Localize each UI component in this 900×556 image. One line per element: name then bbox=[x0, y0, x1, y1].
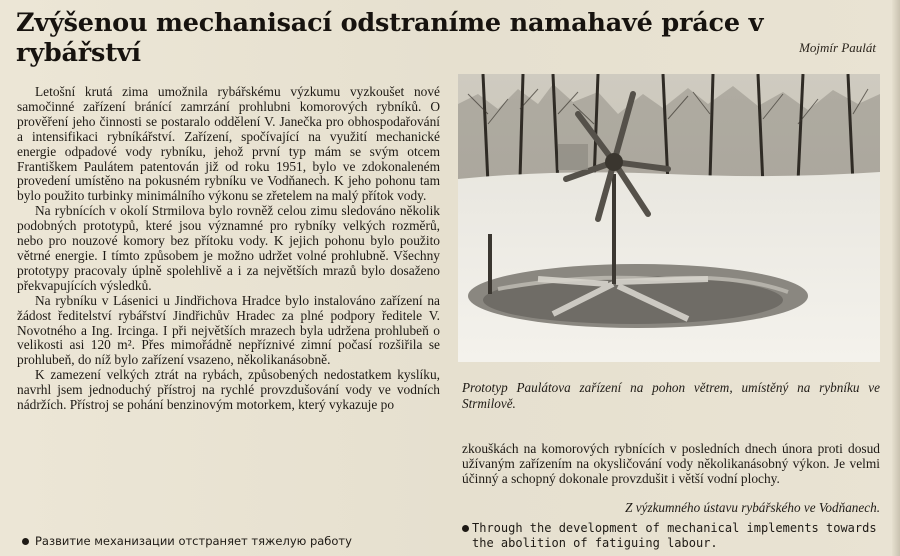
page-edge bbox=[892, 0, 900, 556]
windmill-photo bbox=[458, 74, 880, 362]
paragraph-1: Letošní krutá zima umožnila rybářskému výzkumu vyzkoušet nové samočinné zařízení bránící zamrzání prohlubni komorových rybníků. O prověření jeho činnosti se postaralo oddělení V. Janečka pro obhospodařování a intensifikaci rybníkářství. Zařízení, spočívající na využití mechanické energie odpadové vody rybníku, jehož první typ mám se svým otcem Františkem Paulátem patentován již od roku 1951, bylo ve zdokonaleném provedení umístěno na pokusném rybníku ve Vodňanech. K jeho pohonu tam bylo použito turbinky minimálního výkonu se zřetelem na malý přítok vody. bbox=[17, 84, 440, 204]
summary-russian bbox=[22, 534, 352, 548]
windmill-photo-illustration bbox=[458, 74, 880, 362]
article-author: Mojmír Paulát bbox=[799, 40, 876, 55]
summary-russian-text: Развитие механизации отстраняет тяжелую работу bbox=[35, 534, 352, 548]
paragraph-continuation: zkouškách na komorových rybnících v posledních dnech února proti dosud užívaným zařízením na okysličování vody několikanásobný výkon. Je velmi účinný a schopný dokonale provzdušit i větší vodní plochy. bbox=[462, 441, 880, 487]
paragraph-4: K zamezení velkých ztrát na rybách, způsobených nedostatkem kyslíku, navrhl jsem jednoduchý přístroj na rychlé provzdušování vody ve vodních nádržích. Přístroj se pohání benzinovým motorkem, který vykazuje po bbox=[17, 367, 440, 413]
paragraph-2: Na rybnících v okolí Strmilova bylo rovněž celou zimu sledováno několik podobných prototypů, které jsou významné pro rybníky velkých rozměrů, nebo pro nouzové komory bez přítoku vody. K jejich pohonu bylo použito větrné energie. I tímto způsobem je možno udržet volné prohlubně. Všechny prototypy pracovaly úplně spolehlivě a i za největších mrazů bylo dosaženo překvapujících výsledků. bbox=[17, 203, 440, 293]
summary-english bbox=[472, 521, 892, 551]
bullet-icon bbox=[22, 538, 29, 545]
bullet-icon bbox=[462, 525, 469, 532]
article-left-column bbox=[17, 85, 440, 413]
article-title: Zvýšenou mechanisací odstraníme namahavé práce v rybářství bbox=[16, 8, 764, 68]
summary-english-text: Through the development of mechanical implements towards the abolition of fatiguing labour. bbox=[472, 521, 877, 550]
institute-signature: Z výzkumného ústavu rybářského ve Vodňanech. bbox=[625, 500, 880, 515]
photo-caption: Prototyp Paulátova zařízení na pohon větrem, umístěný na rybníku ve Strmilově. bbox=[462, 380, 880, 411]
article-right-column bbox=[462, 441, 880, 487]
paragraph-3: Na rybníku v Lásenici u Jindřichova Hradce bylo instalováno zařízení na žádost ředitelství rybářství Jindřichův Hradec za plné podpory ředitele V. Novotného a Ing. Ircinga. I při největších mrazech byla udržena prohlubeň o velikosti asi 120 m². Přes mimořádně nepříznivé zimní počasí rozšiřila se prohlubeň, do níž bylo zařízení vsazeno, několikanásobně. bbox=[17, 292, 440, 368]
